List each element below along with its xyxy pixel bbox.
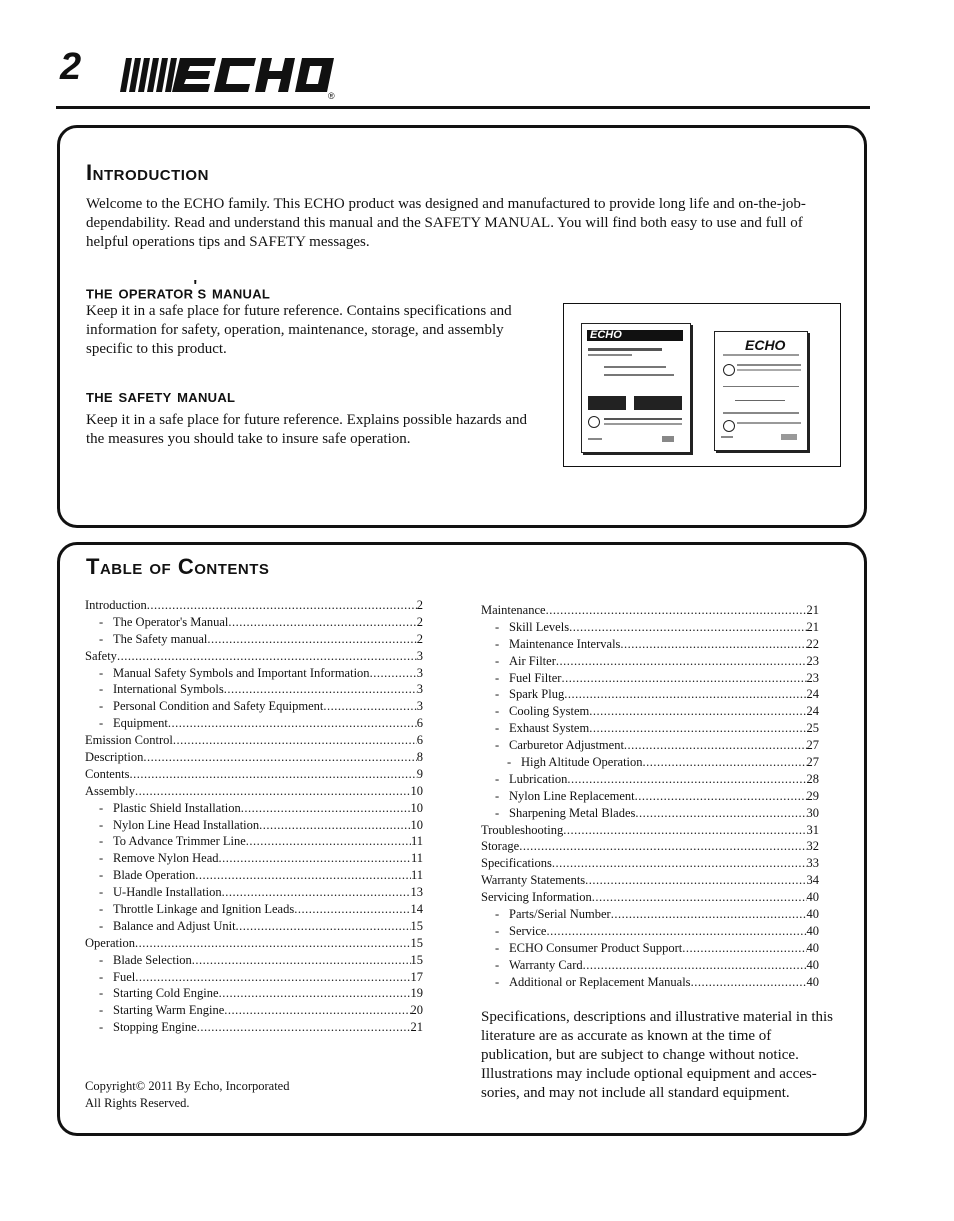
toc-entry-page-number: 2: [416, 631, 423, 646]
toc-entry[interactable]: [481, 889, 819, 906]
toc-entry[interactable]: [481, 703, 819, 720]
toc-entry-dash: -: [99, 1003, 104, 1018]
toc-entry-title: Troubleshooting: [481, 822, 564, 837]
toc-entry[interactable]: [85, 749, 423, 766]
toc-entry[interactable]: [85, 969, 423, 986]
toc-entry-leader-dots: [135, 783, 411, 800]
toc-entry[interactable]: [85, 817, 423, 834]
toc-entry[interactable]: [85, 901, 423, 918]
toc-entry-title: Spark Plug: [509, 687, 565, 702]
toc-entry-leader-dots: [207, 631, 416, 648]
toc-entry[interactable]: [85, 918, 423, 935]
toc-entry-dash: -: [99, 699, 104, 714]
toc-entry-leader-dots: [691, 974, 807, 991]
toc-entry-title: Starting Cold Engine: [113, 986, 219, 1001]
toc-entry-leader-dots: [370, 665, 417, 682]
toc-entry-title: Stopping Engine: [113, 1020, 197, 1035]
toc-entry-leader-dots: [589, 720, 806, 737]
toc-entry-dash: -: [99, 834, 104, 849]
toc-entry[interactable]: [481, 805, 819, 822]
echo-logo: [118, 52, 338, 100]
toc-entry[interactable]: [85, 665, 423, 682]
toc-entry[interactable]: [481, 788, 819, 805]
header-rule: [56, 106, 870, 109]
toc-entry-dash: -: [99, 952, 104, 967]
toc-entry[interactable]: [481, 940, 819, 957]
manuals-illustration: [563, 303, 841, 467]
toc-entry-leader-dots: [611, 906, 807, 923]
toc-entry-title: Maintenance Intervals: [509, 636, 621, 651]
toc-entry-leader-dots: [117, 648, 417, 665]
toc-entry-page-number: 21: [410, 1020, 423, 1035]
toc-entry-leader-dots: [682, 940, 806, 957]
toc-entry-page-number: 11: [410, 834, 423, 849]
toc-entry-leader-dots: [561, 670, 806, 687]
toc-entry-leader-dots: [294, 901, 410, 918]
toc-entry[interactable]: [85, 952, 423, 969]
toc-entry-title: Skill Levels: [509, 619, 570, 634]
toc-entry-dash: -: [495, 619, 500, 634]
toc-entry-page-number: 3: [416, 699, 423, 714]
toc-entry-page-number: 17: [410, 969, 423, 984]
toc-entry-title: Blade Selection: [113, 952, 192, 967]
toc-entry-leader-dots: [552, 855, 807, 872]
safety-manual-body: Keep it in a safe place for future reference. Explains possible hazards and the measures you should take to insure safe operation.: [86, 412, 528, 447]
toc-entry-dash: -: [99, 969, 104, 984]
toc-entry-leader-dots: [173, 732, 417, 749]
toc-entry-leader-dots: [519, 838, 806, 855]
toc-entry-dash: -: [507, 755, 512, 770]
toc-entry-page-number: 31: [806, 822, 819, 837]
toc-entry-page-number: 21: [806, 603, 819, 617]
introduction-body: Welcome to the ECHO family. This ECHO product was designed and manufactured to provide long life and on-the-job-dependability. Read and understand this manual and the SAFETY MANUAL. You will find both easy to use and full of helpful operations tips and SAFETY messages.: [86, 196, 806, 250]
toc-entry-title: Personal Condition and Safety Equipment: [113, 699, 324, 714]
toc-entry-title: The Safety manual: [113, 631, 208, 646]
toc-entry[interactable]: [481, 737, 819, 754]
toc-entry-page-number: 8: [416, 750, 423, 765]
toc-entry-leader-dots: [147, 597, 417, 614]
safety-manual-title: the safety manual: [86, 386, 236, 407]
toc-entry-page-number: 15: [410, 918, 423, 933]
toc-entry[interactable]: [481, 974, 819, 991]
toc-entry[interactable]: [85, 783, 423, 800]
toc-entry-dash: -: [99, 902, 104, 917]
toc-entry[interactable]: [85, 1019, 423, 1036]
toc-entry[interactable]: [481, 923, 819, 940]
toc-entry-page-number: 11: [410, 868, 423, 883]
toc-entry[interactable]: [481, 872, 819, 889]
copyright-notice: Copyright© 2011 By Echo, Incorporated All Rights Reserved.: [85, 1079, 290, 1110]
toc-entry-page-number: 10: [410, 800, 423, 815]
toc-entry-title: Nylon Line Replacement: [509, 788, 635, 803]
toc-entry[interactable]: [481, 636, 819, 653]
toc-entry-page-number: 40: [806, 923, 819, 938]
toc-entry-page-number: 15: [410, 935, 423, 950]
toc-entry-dash: -: [495, 957, 500, 972]
toc-entry-page-number: 28: [806, 771, 819, 786]
introduction-title: Introduction: [86, 160, 209, 185]
toc-entry-dash: -: [495, 653, 500, 668]
toc-entry-leader-dots: [129, 766, 416, 783]
toc-entry-leader-dots: [222, 884, 411, 901]
toc-entry-title: U-Handle Installation: [113, 885, 222, 900]
toc-entry[interactable]: [85, 631, 423, 648]
toc-entry[interactable]: [85, 732, 423, 749]
toc-entry-dash: -: [99, 665, 104, 680]
toc-entry-title: Safety: [85, 648, 117, 663]
toc-entry-page-number: 10: [410, 817, 423, 832]
toc-entry[interactable]: [481, 619, 819, 636]
toc-entry-leader-dots: [563, 822, 806, 839]
toc-entry-page-number: 9: [416, 766, 423, 781]
toc-entry-title: Fuel: [113, 969, 136, 984]
toc-entry-page-number: 3: [416, 682, 423, 697]
toc-entry-dash: -: [99, 885, 104, 900]
introduction-panel: [57, 125, 867, 528]
toc-entry[interactable]: [85, 867, 423, 884]
toc-entry-leader-dots: [620, 636, 806, 653]
toc-entry[interactable]: [481, 822, 819, 839]
toc-entry[interactable]: [481, 771, 819, 788]
toc-entry-title: The Operator's Manual: [113, 614, 229, 629]
page-number: 2: [60, 46, 82, 88]
toc-entry-title: Introduction: [85, 598, 147, 612]
operators-manual-booklet-image: [581, 323, 691, 453]
toc-entry-dash: -: [495, 771, 500, 786]
toc-entry[interactable]: [85, 597, 423, 614]
toc-entry[interactable]: [85, 833, 423, 850]
toc-entry-page-number: 23: [806, 653, 819, 668]
toc-entry-leader-dots: [219, 985, 411, 1002]
toc-entry-dash: -: [99, 868, 104, 883]
toc-entry-leader-dots: [564, 686, 806, 703]
toc-entry-page-number: 11: [410, 851, 423, 866]
toc-entry-title: Operation: [85, 935, 135, 950]
toc-entry-leader-dots: [546, 923, 806, 940]
toc-entry-leader-dots: [143, 749, 416, 766]
toc-entry-title: Equipment: [113, 716, 168, 731]
toc-entry-page-number: 40: [806, 890, 819, 905]
toc-entry-page-number: 40: [806, 974, 819, 989]
toc-entry-page-number: 6: [416, 733, 423, 748]
toc-entry-page-number: 27: [806, 755, 819, 770]
toc-entry-title: Assembly: [85, 783, 135, 798]
toc-entry-page-number: 40: [806, 907, 819, 922]
toc-entry-title: Blade Operation: [113, 868, 196, 883]
booklet-logo: ECHO: [590, 329, 622, 341]
safety-manual-booklet-image: [714, 331, 808, 451]
toc-entry[interactable]: [481, 720, 819, 737]
toc-entry-title: Description: [85, 750, 144, 765]
toc-entry-dash: -: [495, 907, 500, 922]
toc-entry-leader-dots: [236, 918, 411, 935]
toc-entry-dash: -: [495, 805, 500, 820]
toc-entry-title: Cooling System: [509, 704, 590, 719]
toc-entry[interactable]: [85, 715, 423, 732]
toc-entry-title: High Altitude Operation: [521, 755, 643, 770]
toc-entry-page-number: 40: [806, 957, 819, 972]
toc-entry-leader-dots: [224, 1002, 410, 1019]
toc-entry[interactable]: [481, 686, 819, 703]
toc-entry-title: Contents: [85, 766, 130, 781]
toc-entry-page-number: 2: [416, 598, 423, 612]
toc-entry-page-number: 25: [806, 721, 819, 736]
toc-entry[interactable]: [85, 614, 423, 631]
toc-entry-dash: -: [495, 687, 500, 702]
toc-entry-page-number: 27: [806, 738, 819, 753]
toc-entry[interactable]: [85, 884, 423, 901]
toc-entry-page-number: 3: [416, 648, 423, 663]
toc-entry-leader-dots: [585, 872, 806, 889]
toc-entry-dash: -: [495, 738, 500, 753]
toc-entry-dash: -: [99, 614, 104, 629]
toc-entry-leader-dots: [135, 969, 410, 986]
toc-entry-leader-dots: [135, 935, 411, 952]
toc-entry-dash: -: [495, 721, 500, 736]
toc-entry[interactable]: [85, 800, 423, 817]
toc-entry-dash: -: [99, 918, 104, 933]
toc-entry-title: ECHO Consumer Product Support: [509, 940, 683, 955]
toc-entry[interactable]: [85, 681, 423, 698]
toc-entry-leader-dots: [323, 698, 416, 715]
toc-entry-leader-dots: [228, 614, 416, 631]
toc-entry-title: Carburetor Adjustment: [509, 738, 624, 753]
toc-entry-leader-dots: [195, 867, 411, 884]
toc-entry[interactable]: [85, 766, 423, 783]
toc-entry-title: Parts/Serial Number: [509, 907, 611, 922]
toc-entry-page-number: 3: [416, 665, 423, 680]
operators-manual-body: Keep it in a safe place for future reference. Contains specifications and information for safety, operation, maintenance, storage, and assembly specific to this product.: [86, 303, 512, 357]
toc-entry-dash: -: [99, 682, 104, 697]
toc-entry-title: Air Filter: [509, 653, 556, 668]
toc-entry[interactable]: [481, 602, 819, 619]
toc-right-column: [481, 602, 819, 990]
toc-entry-leader-dots: [219, 850, 411, 867]
toc-entry-leader-dots: [589, 703, 806, 720]
toc-entry[interactable]: [481, 653, 819, 670]
toc-entry-leader-dots: [197, 1019, 411, 1036]
toc-entry-dash: -: [495, 788, 500, 803]
toc-entry[interactable]: [85, 648, 423, 665]
toc-entry-page-number: 33: [806, 856, 819, 871]
table-of-contents-panel: [57, 542, 867, 1136]
toc-entry-page-number: 10: [410, 783, 423, 798]
toc-entry-dash: -: [99, 986, 104, 1001]
toc-entry-title: International Symbols: [113, 682, 224, 697]
toc-entry-title: Nylon Line Head Installation: [113, 817, 260, 832]
toc-entry-page-number: 30: [806, 805, 819, 820]
toc-entry-leader-dots: [567, 771, 806, 788]
toc-entry[interactable]: [481, 855, 819, 872]
toc-entry-dash: -: [495, 923, 500, 938]
toc-entry[interactable]: [481, 670, 819, 687]
toc-entry-title: Servicing Information: [481, 890, 592, 905]
toc-entry-title: Starting Warm Engine: [113, 1003, 225, 1018]
toc-entry[interactable]: [481, 957, 819, 974]
toc-entry-leader-dots: [635, 805, 806, 822]
toc-entry-dash: -: [495, 636, 500, 651]
toc-entry-page-number: 32: [806, 839, 819, 854]
toc-entry-page-number: 29: [806, 788, 819, 803]
toc-entry-leader-dots: [192, 952, 411, 969]
toc-entry-title: Warranty Statements: [481, 873, 586, 888]
toc-entry-title: Throttle Linkage and Ignition Leads: [113, 902, 295, 917]
toc-entry-page-number: 22: [806, 636, 819, 651]
disclaimer-text: Specifications, descriptions and illustrative material in this literature are as accurate as known at the time of publication, but are subject to change without notice. Illustrations may include optional equipment and acces-sories, and may not include all standard equipment.: [481, 1009, 834, 1101]
toc-entry[interactable]: [481, 754, 819, 771]
toc-entry-leader-dots: [259, 817, 410, 834]
toc-entry-dash: -: [495, 974, 500, 989]
toc-entry-dash: -: [495, 670, 500, 685]
operators-manual-title: the operator's manual: [86, 278, 271, 304]
toc-entry-leader-dots: [635, 788, 807, 805]
toc-entry-page-number: 19: [410, 986, 423, 1001]
toc-entry[interactable]: [85, 698, 423, 715]
toc-entry-page-number: 40: [806, 940, 819, 955]
toc-entry-title: Specifications: [481, 856, 552, 871]
toc-entry-title: Maintenance: [481, 603, 546, 617]
toc-entry-page-number: 20: [410, 1003, 423, 1018]
toc-entry-page-number: 14: [410, 902, 423, 917]
toc-entry-title: Additional or Replacement Manuals: [509, 974, 691, 989]
toc-entry-leader-dots: [556, 653, 807, 670]
toc-entry-title: Manual Safety Symbols and Important Information: [113, 665, 370, 680]
toc-entry-title: To Advance Trimmer Line: [113, 834, 246, 849]
toc-entry-leader-dots: [246, 833, 411, 850]
toc-entry-page-number: 21: [806, 619, 819, 634]
toc-entry-title: Exhaust System: [509, 721, 590, 736]
toc-entry-page-number: 2: [416, 614, 423, 629]
toc-entry-dash: -: [99, 817, 104, 832]
toc-entry-title: Warranty Card: [509, 957, 583, 972]
toc-entry-title: Storage: [481, 839, 520, 854]
toc-entry-leader-dots: [241, 800, 411, 817]
toc-entry-leader-dots: [546, 602, 807, 619]
toc-entry-leader-dots: [583, 957, 807, 974]
toc-entry-leader-dots: [643, 754, 807, 771]
toc-entry-title: Lubrication: [509, 771, 568, 786]
toc-entry[interactable]: [481, 838, 819, 855]
booklet-logo: ECHO: [745, 337, 786, 353]
toc-entry-dash: -: [99, 851, 104, 866]
toc-entry-dash: -: [495, 940, 500, 955]
toc-entry-leader-dots: [224, 681, 417, 698]
toc-entry[interactable]: [85, 935, 423, 952]
toc-entry-page-number: 23: [806, 670, 819, 685]
toc-entry-title: Balance and Adjust Unit: [113, 918, 236, 933]
toc-entry-title: Remove Nylon Head: [113, 851, 219, 866]
toc-entry-leader-dots: [168, 715, 417, 732]
toc-title: Table of Contents: [86, 554, 270, 579]
toc-left-column: [85, 597, 423, 1036]
toc-entry-title: Fuel Filter: [509, 670, 562, 685]
toc-entry[interactable]: [481, 906, 819, 923]
toc-entry[interactable]: [85, 985, 423, 1002]
toc-entry-page-number: 34: [806, 873, 819, 888]
toc-entry[interactable]: [85, 850, 423, 867]
toc-entry-title: Emission Control: [85, 733, 173, 748]
toc-entry-page-number: 15: [410, 952, 423, 967]
toc-entry-dash: -: [495, 704, 500, 719]
toc-entry-dash: -: [99, 631, 104, 646]
toc-entry-page-number: 13: [410, 885, 423, 900]
toc-entry-leader-dots: [592, 889, 807, 906]
toc-entry[interactable]: [85, 1002, 423, 1019]
toc-entry-page-number: 24: [806, 704, 819, 719]
registered-mark: ®: [328, 91, 335, 100]
toc-entry-leader-dots: [569, 619, 806, 636]
toc-entry-page-number: 24: [806, 687, 819, 702]
toc-entry-dash: -: [99, 716, 104, 731]
toc-entry-dash: -: [99, 800, 104, 815]
toc-entry-leader-dots: [624, 737, 807, 754]
toc-entry-title: Service: [509, 923, 547, 938]
toc-entry-title: Sharpening Metal Blades: [509, 805, 636, 820]
toc-entry-page-number: 6: [416, 716, 423, 731]
toc-entry-title: Plastic Shield Installation: [113, 800, 241, 815]
toc-entry-dash: -: [99, 1020, 104, 1035]
